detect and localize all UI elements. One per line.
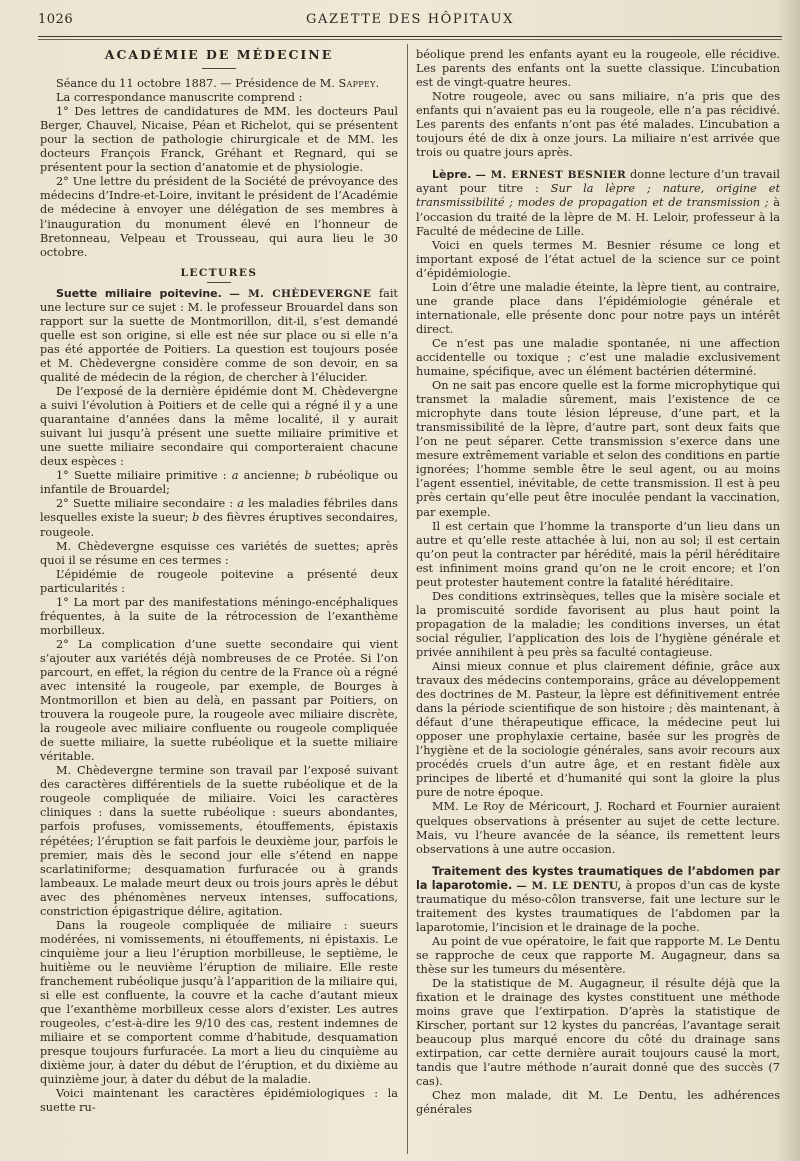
work-title: Sur la lèpre ; nature, origine et transmissibilité ; modes de propagation et de transmission ; [416,182,780,210]
paragraph-text: à l’occasion du traité de la lèpre de M. H. Leloir, professeur à la Faculté de médecine de Lille. [416,196,780,238]
author-name: — M. CHÈDEVERGNE [229,287,372,300]
page-number: 1026 [38,12,74,27]
list-text: des fièvres éruptives secondaires, rougeole. [40,511,398,539]
paragraph-text: à propos d’un cas de kyste traumatique du méso-côlon transverse, fait une lecture sur le traitement des kystes traumatiques de l’abdomen par la laparotomie, l’incision et le drainage de la poche. [416,878,780,934]
list-marker: a [237,497,245,511]
page-header [38,8,782,30]
paragraph: Notre rougeole, avec ou sans miliaire, n’a pris que des enfants qui n’avaient pas eu la rougeole, elle n’a pas récidivé. Les parents des enfants n’ont pas été malades. L’incubation a toujours été de dix à onze jours. La miliaire n’est arrivée que trois ou quatre jours après. [416,90,780,160]
lectures-rule [207,282,231,283]
list-marker: a [231,469,239,483]
paragraph-lepre [416,168,780,238]
paragraph: Voici en quels termes M. Besnier résume ce long et important exposé de l’état actuel de la science sur ce point d’épidémiologie. [416,238,780,280]
paragraph-kystes [416,865,780,935]
paragraph-suette [40,287,398,385]
paragraph: La correspondance manuscrite comprend : [56,91,303,105]
paragraph: Loin d’être une maladie éteinte, la lèpre tient, au contraire, une grande place dans l’épidémiologie générale et internationale, elle présente donc pour notre pays un intérêt direct. [416,280,780,336]
paragraph: 1° Des lettres de candidatures de MM. les docteurs Paul Berger, Chauvel, Nicaise, Péan et Richelot, qui se présentent pour la section de pathologie chirurgicale et de MM. les docteurs François Franck, Gréhant et Regnard, qui se présentent pour la section d’anatomie et de physiologie. [40,105,398,175]
author-name: — M. LE DENTU, [516,879,622,892]
run-in-heading: Suette miliaire poitevine. [56,286,222,300]
left-column [40,48,398,1115]
paragraph: 1° La mort par des manifestations méningo-encéphaliques fréquentes, à la suite de la rétrocession de l’exanthème morbilleux. [40,595,398,637]
president-name: Sappey. [338,77,380,91]
paragraph: béolique prend les enfants ayant eu la rougeole, elle récidive. Les parents des enfants ont la suette classique. L’incubation est de vingt-quatre heures. [416,48,780,90]
header-rule-secondary [38,39,782,40]
paragraph: De l’exposé de la dernière épidémie dont M. Chèdevergne a suivi l’évolution à Poitiers et de celle qui a régné il y a une quarantaine d’années dans la même localité, il y aurait suivant lui jusqu’à présent une suette miliaire primitive et une suette miliaire secondaire qui comporteraient chacune deux espèces : [40,385,398,469]
paragraph: On ne sait pas encore quelle est la forme microphytique qui transmet la maladie sûrement, mais l’existence de ce microphyte dans toute lésion lépreuse, d’une part, et la transmissibilité de la lèpre, d’autre part, sont deux faits que l’on ne peut séparer. Cette transmission s’exerce dans une mesure extrêmement variable et selon des conditions en partie ignorées; l’homme semble être le seul agent, ou au moins l’agent essentiel, inévitable, de cette transmission. Il est à peu près certain qu’elle peut être inoculée pendant la vaccination, par exemple. [416,379,780,519]
paragraph: Des conditions extrinsèques, telles que la misère sociale et la promiscuité sordide favorisent au plus haut point la propagation de la maladie; les conditions inverses, un état social régulier, l’application des lois de l’hygiène générale et privée annihilent à peu près sa faculté contagieuse. [416,589,780,659]
paragraph: Il est certain que l’homme la transporte d’un lieu dans un autre et qu’elle reste attachée à lui, non au sol; il est certain qu’on peut la contracter par hérédité, mais la péril héréditaire est infiniment moins grand qu’on ne le croit encore; et l’on peut protester hautement contre la fatalité héréditaire. [416,519,780,589]
paragraph: M. Chèdevergne esquisse ces variétés de suettes; après quoi il se résume en ces termes : [40,539,398,567]
title-rule [202,68,236,69]
spacer [416,160,780,168]
list-item [40,497,398,539]
lectures-heading: LECTURES [180,266,258,279]
list-text: les maladies fébriles dans lesquelles existe la sueur; [40,497,398,525]
list-text: 2° Suette miliaire secondaire : [56,497,234,511]
list-text: rubéolique ou infantile de Brouardel; [40,469,398,497]
list-text: ancienne; [243,469,300,483]
paragraph: Chez mon malade, dit M. Le Dentu, les adhérences générales [416,1089,780,1117]
seance-line [40,77,398,91]
seance-text: Séance du 11 octobre 1887. — Présidence de M. [56,77,335,91]
header-rule [38,36,782,37]
list-marker: b [192,511,200,525]
paragraph: L’épidémie de rougeole poitevine a présenté deux particularités : [40,567,398,595]
paragraph: De la statistique de M. Augagneur, il résulte déjà que la fixation et le drainage des kystes constituent une méthode moins grave que l’extirpation. D’après la statistique de Kirscher, portant sur 12 kystes du pancréas, l’avantage serait beaucoup plus marqué encore du côté du drainage sans extirpation, car cette dernière aurait toujours causé la mort, tandis que l’autre méthode n’aurait donné que des succès (7 cas). [416,977,780,1089]
paragraph: Dans la rougeole compliquée de miliaire : sueurs modérées, ni vomissements, ni étouffements, ni épistaxis. Le cinquième jour a lieu l’éruption morbilleuse, le septième, le huitième ou le neuvième l’éruption de miliaire. Elle reste franchement rubéolique jusqu’à l’apparition de la miliaire qui, si elle est confluente, la couvre et la cache d’autant mieux que l’exanthème morbilleux cesse alors d’exister. Les autres rougeoles, c’est-à-dire les 9/10 des cas, restent indemnes de miliaire et se comportent comme d’habitude, desquamation presque toujours furfuracée. La mort a lieu du cinquième au dixième jour, à dater du début de l’éruption, et du dixième au quinzième jour, à dater du début de la maladie. [40,918,398,1087]
column-divider [407,44,408,1154]
author-name: — M. ERNEST BESNIER [475,169,627,182]
right-column [416,48,780,1118]
journal-title: GAZETTE DES HÔPITAUX [306,12,514,27]
list-item [40,469,398,497]
list-text: 1° Suette miliaire primitive : [56,469,227,483]
run-in-heading: Lèpre. [432,168,472,182]
paragraph: Ainsi mieux connue et plus clairement définie, grâce aux travaux des médecins contemporains, grâce au développement des doctrines de M. Pasteur, la lèpre est définitivement entrée dans la période scientifique de son histoire ; dès maintenant, à défaut d’une thérapeutique efficace, la médecine peut lui opposer une prophylaxie certaine, basée sur les progrès de l’hygiène et de la sociologie générales, sans avoir recours aux procédés cruels d’un autre âge, et en restant fidèle aux principes de liberté et d’humanité qui sont la gloire la plus pure de notre époque. [416,660,780,800]
paragraph: Voici maintenant les caractères épidémiologiques : la suette ru- [40,1087,398,1115]
spacer [416,857,780,865]
section-title: ACADÉMIE DE MÉDECINE [104,47,334,62]
paragraph-text: donne lecture d’un travail ayant pour titre : [416,168,780,196]
paragraph: MM. Le Roy de Méricourt, J. Rochard et Fournier auraient quelques observations à présenter au sujet de cette lecture. Mais, vu l’heure avancée de la séance, ils remettent leurs observations à une autre occasion. [416,800,780,856]
paragraph: Au point de vue opératoire, le fait que rapporte M. Le Dentu se rapproche de ceux que rapporte M. Augagneur, dans sa thèse sur les tumeurs du mésentère. [416,934,780,976]
paragraph: Ce n’est pas une maladie spontanée, ni une affection accidentelle ou toxique ; c’est une maladie exclusivement humaine, spécifique, avec un élément bactérien déterminé. [416,336,780,379]
run-in-heading: Traitement des kystes traumatiques de l’abdomen par la laparotomie. [416,864,780,892]
paragraph: 2° Une lettre du président de la Société de prévoyance des médecins d’Indre-et-Loire, invitant le président de l’Académie de médecine à envoyer une délégation de ses membres à l’inauguration du monument élevé en l’honneur de Bretonneau, Velpeau et Trousseau, qui aura lieu le 30 octobre. [40,175,398,259]
paragraph: 2° La complication d’une suette secondaire qui vient s’ajouter aux variétés déjà nombreuses de ce Protée. Si l’on parcourt, en effet, la région du centre de la France où a régné avec intensité la rougeole, par exemple, de Bourges à Montmorillon et bien au delà, en passant par Poitiers, on trouvera la rougeole pure, la rougeole avec miliaire discrète, la rougeole avec miliaire confluente ou rougeole compliquée de suette miliaire, la suette rubéolique et la suette miliaire véritable. [40,637,398,764]
list-marker: b [304,469,312,483]
paragraph-text: fait une lecture sur ce sujet : M. le professeur Brouardel dans son rapport sur la suette de Montmorillon, dit-il, s’est demandé quelle est son origine, si elle est née sur place ou si elle n’a pas été apportée de Poitiers. La question est toujours posée et M. Chèdevergne considère comme de son devoir, en sa qualité de médecin de la région, de chercher à l’élucider. [40,286,398,384]
paragraph: M. Chèdevergne termine son travail par l’exposé suivant des caractères différentiels de la suette rubéolique et de la rougeole compliquée de miliaire. Voici les caractères cliniques : dans la suette rubéolique : sueurs abondantes, parfois profuses, vomissements, étouffements, épistaxis répétées; l’éruption se fait parfois le deuxième jour, parfois le premier, mais dès le second jour elle s’étend en nappe scarlatiniforme; desquamation furfuracée ou à grands lambeaux. Le malade meurt deux ou trois jours après le début avec des phénomènes nerveux intenses, suffocations, constriction épigastrique délire, agitation. [40,764,398,918]
